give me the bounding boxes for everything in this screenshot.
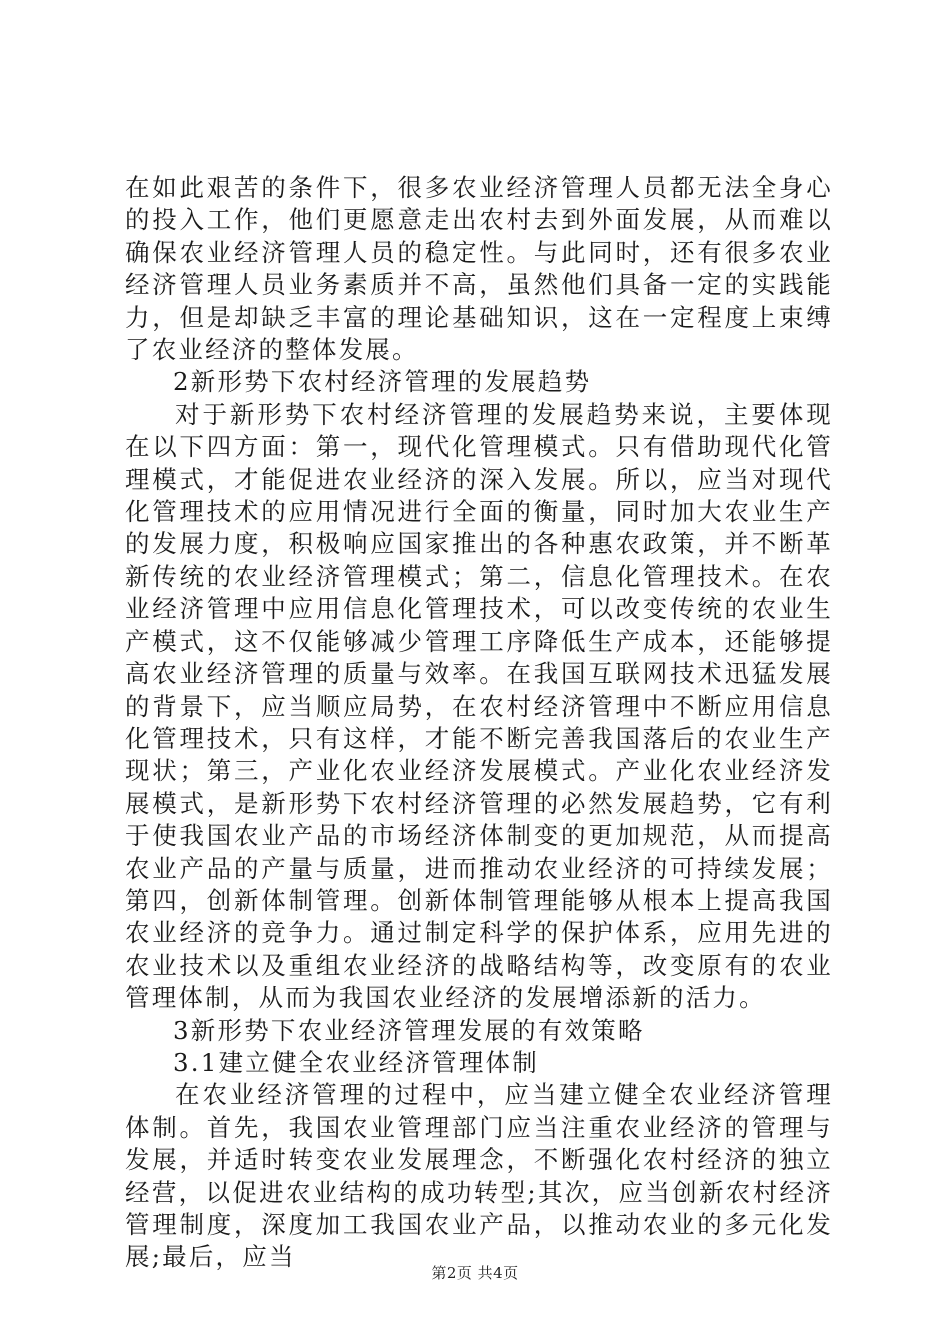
page-number-footer: 第2页 共4页 [431, 1264, 519, 1282]
paragraph-trends: 对于新形势下农村经济管理的发展趋势来说，主要体现在以下四方面：第一，现代化管理模式。只有借助现代化管理模式，才能促进农业经济的深入发展。所以，应当对现代化管理技术的应用情况进行全面的衡量，同时加大农业生产的发展力度，积极响应国家推出的各种惠农政策，并不断革新传统的农业经济管理模式；第二，信息化管理技术。在农业经济管理中应用信息化管理技术，可以改变传统的农业生产模式，这不仅能够减少管理工序降低生产成本，还能够提高农业经济管理的质量与效率。在我国互联网技术迅猛发展的背景下，应当顺应局势，在农村经济管理中不断应用信息化管理技术，只有这样，才能不断完善我国落后的农业生产现状；第三，产业化农业经济发展模式。产业化农业经济发展模式，是新形势下农村经济管理的必然发展趋势，它有利于使我国农业产品的市场经济体制变的更加规范，从而提高农业产品的产量与质量，进而推动农业经济的可持续发展；第四，创新体制管理。创新体制管理能够从根本上提高我国农业经济的竞争力。通过制定科学的保护体系，应用先进的农业技术以及重组农业经济的战略结构等，改变原有的农业管理体制，从而为我国农业经济的发展增添新的活力。 [125, 399, 833, 1013]
paragraph-continuation: 在如此艰苦的条件下，很多农业经济管理人员都无法全身心的投入工作，他们更愿意走出农村去到外面发展，从而难以确保农业经济管理人员的稳定性。与此同时，还有很多农业经济管理人员业务素质并不高，虽然他们具备一定的实践能力，但是却缺乏丰富的理论基础知识，这在一定程度上束缚了农业经济的整体发展。 [125, 173, 833, 365]
subsection-heading-3-1: 3.1建立健全农业经济管理体制 [173, 1047, 539, 1077]
section-heading-2: 2新形势下农村经济管理的发展趋势 [173, 367, 592, 397]
document-body [125, 172, 833, 1274]
section-heading-3: 3新形势下农业经济管理发展的有效策略 [173, 1015, 645, 1045]
paragraph-strategy: 在农业经济管理的过程中，应当建立健全农业经济管理体制。首先，我国农业管理部门应当注重农业经济的管理与发展，并适时转变农业发展理念，不断强化农村经济的独立经营，以促进农业结构的成功转型;其次，应当创新农村经济管理制度，深度加工我国农业产品，以推动农业的多元化发展;最后，应当 [125, 1080, 833, 1272]
